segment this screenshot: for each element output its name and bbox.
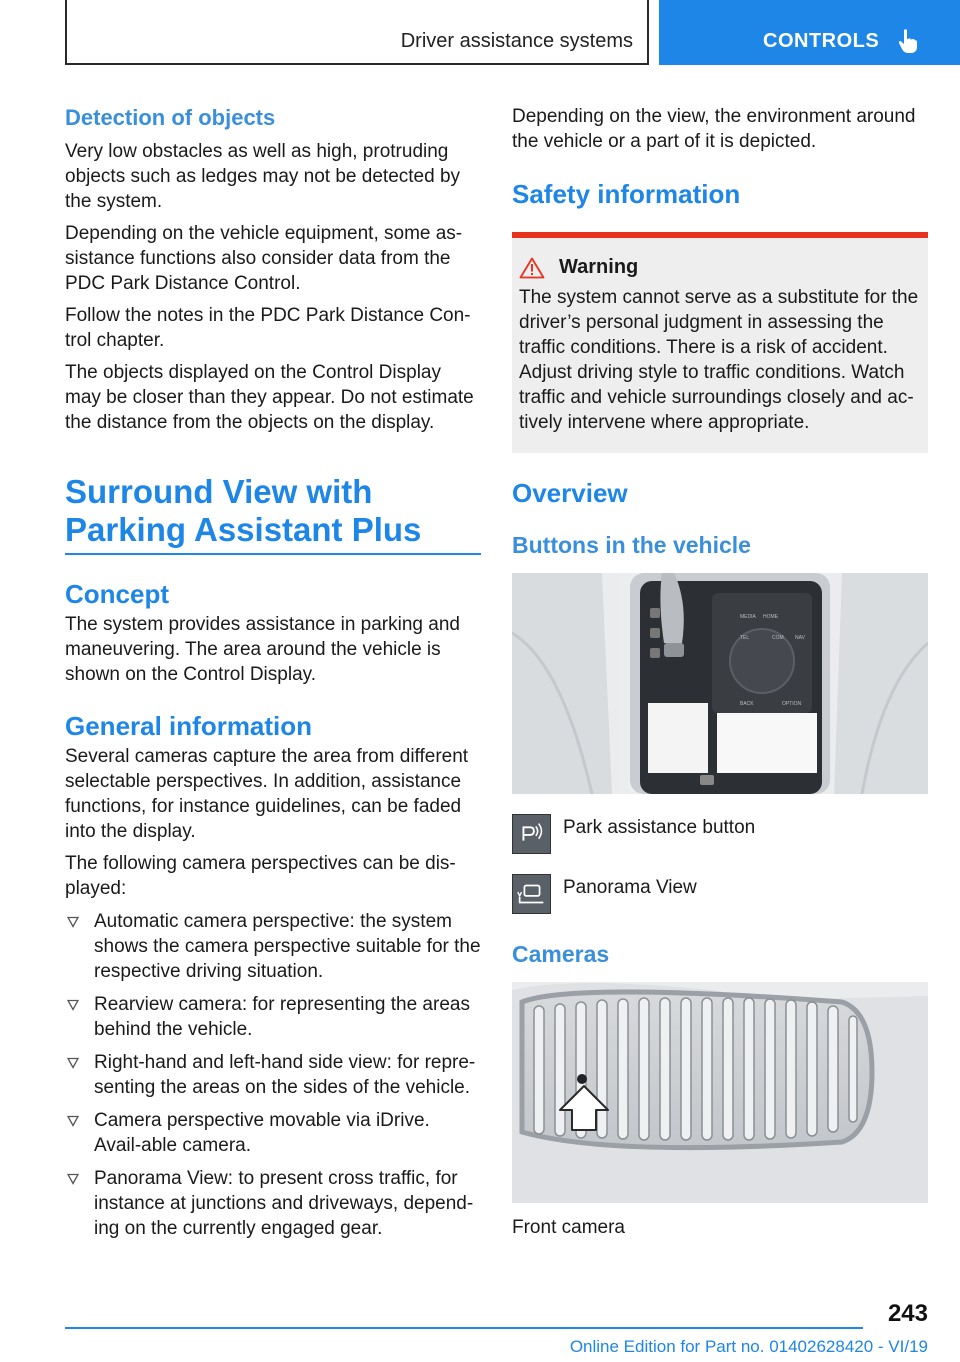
camera-perspective-list [65,909,481,1241]
general-paragraph: Several cameras capture the area from different selectable perspectives. In addition, assistance functions, for instance guidelines, can be faded into the display. [65,746,469,842]
main-heading-rule [65,553,481,555]
warning-header [519,256,922,279]
view-intro-text: Depending on the view, the environment around the vehicle or a part of it is depicted. [512,106,916,152]
main-heading-line2: Parking Assistant Plus [65,511,422,548]
console-label: MEDIA [740,614,756,620]
header-section-title: Driver assistance systems [400,30,633,52]
footer-rule [65,1327,863,1329]
main-heading-line1: Surround View with [65,473,373,510]
overview-heading: Overview [512,478,628,508]
warning-box [512,232,928,453]
console-label: OPTION [782,701,802,707]
list-item [65,1166,481,1241]
console-label: NAV [795,635,805,641]
bullet-triangle-icon [67,1057,79,1069]
console-label: TEL [740,635,750,641]
list-item-text: Camera perspective movable via iDrive. Avail-able camera. [94,1110,430,1156]
detection-paragraph: Follow the notes in the PDC Park Distance Con-trol chapter. [65,305,471,351]
list-item [65,992,481,1042]
list-item [65,1050,481,1100]
console-label: HOME [763,614,778,620]
bullet-triangle-icon [67,1115,79,1127]
list-item [65,909,481,984]
hand-pointer-icon [897,28,919,54]
header-section-box [65,0,649,65]
front-camera-caption: Front camera [512,1217,625,1238]
warning-text: The system cannot serve as a substitute for the driver’s personal judgment in assessing the traffic conditions. There is a risk of accident. Adjust driving style to traffic conditions. Watch traffic and vehicle surroundings closely and ac-tively intervene where appropriate. [519,287,919,433]
safety-heading: Safety information [512,179,741,209]
header-chapter-label: CONTROLS [763,30,880,52]
list-item-text: Panorama View: to present cross traffic, for instance at junctions and driveways, depend-ing on the currently engaged gear. [94,1168,474,1239]
list-item-text: Rearview camera: for representing the areas behind the vehicle. [94,994,470,1040]
list-item [65,1108,481,1158]
footer-edition-text: Online Edition for Part no. 01402628420 - VI/19 [569,1337,928,1356]
bullet-triangle-icon [67,1173,79,1185]
bullet-triangle-icon [67,916,79,928]
concept-text: The system provides assistance in parking and maneuvering. The area around the vehicle is shown on the Control Display. [65,614,460,685]
list-item-text: Automatic camera perspective: the system shows the camera perspective suitable for the respective driving situation. [94,911,481,982]
panorama-view-button-label: Panorama View [563,877,697,898]
park-assistance-button-row [512,814,928,854]
detection-paragraph: Very low obstacles as well as high, protruding objects such as ledges may not be detected by the system. [65,141,461,212]
bullet-triangle-icon [67,999,79,1011]
general-paragraph: The following camera perspectives can be dis-played: [65,853,456,899]
list-item-text: Right-hand and left-hand side view: for repre-senting the areas on the sides of the vehicle. [94,1052,476,1098]
detection-paragraph: The objects displayed on the Control Display may be closer than they appear. Do not estimate the distance from the objects on the display. [65,362,474,433]
general-information-heading: General information [65,711,313,741]
park-assist-icon [512,814,551,854]
console-label: BACK [740,701,754,707]
warning-triangle-icon [519,257,545,279]
detection-heading: Detection of objects [65,105,276,130]
front-grille-image [512,982,928,1203]
left-column [65,104,481,1249]
right-column [512,104,928,1240]
buttons-heading: Buttons in the vehicle [512,532,751,558]
console-label: COM [772,635,784,641]
detection-paragraph: Depending on the vehicle equipment, some as-sistance functions also consider data from the PDC Park Distance Control. [65,223,463,294]
page-number: 243 [887,1300,928,1327]
header-chapter-tab [659,0,960,65]
center-console-image [512,573,928,794]
park-assistance-button-label: Park assistance button [563,817,756,838]
warning-title: Warning [559,256,639,278]
concept-heading: Concept [65,579,169,609]
panorama-view-button-row [512,874,928,914]
cameras-heading: Cameras [512,941,610,967]
panorama-view-icon [512,874,551,914]
